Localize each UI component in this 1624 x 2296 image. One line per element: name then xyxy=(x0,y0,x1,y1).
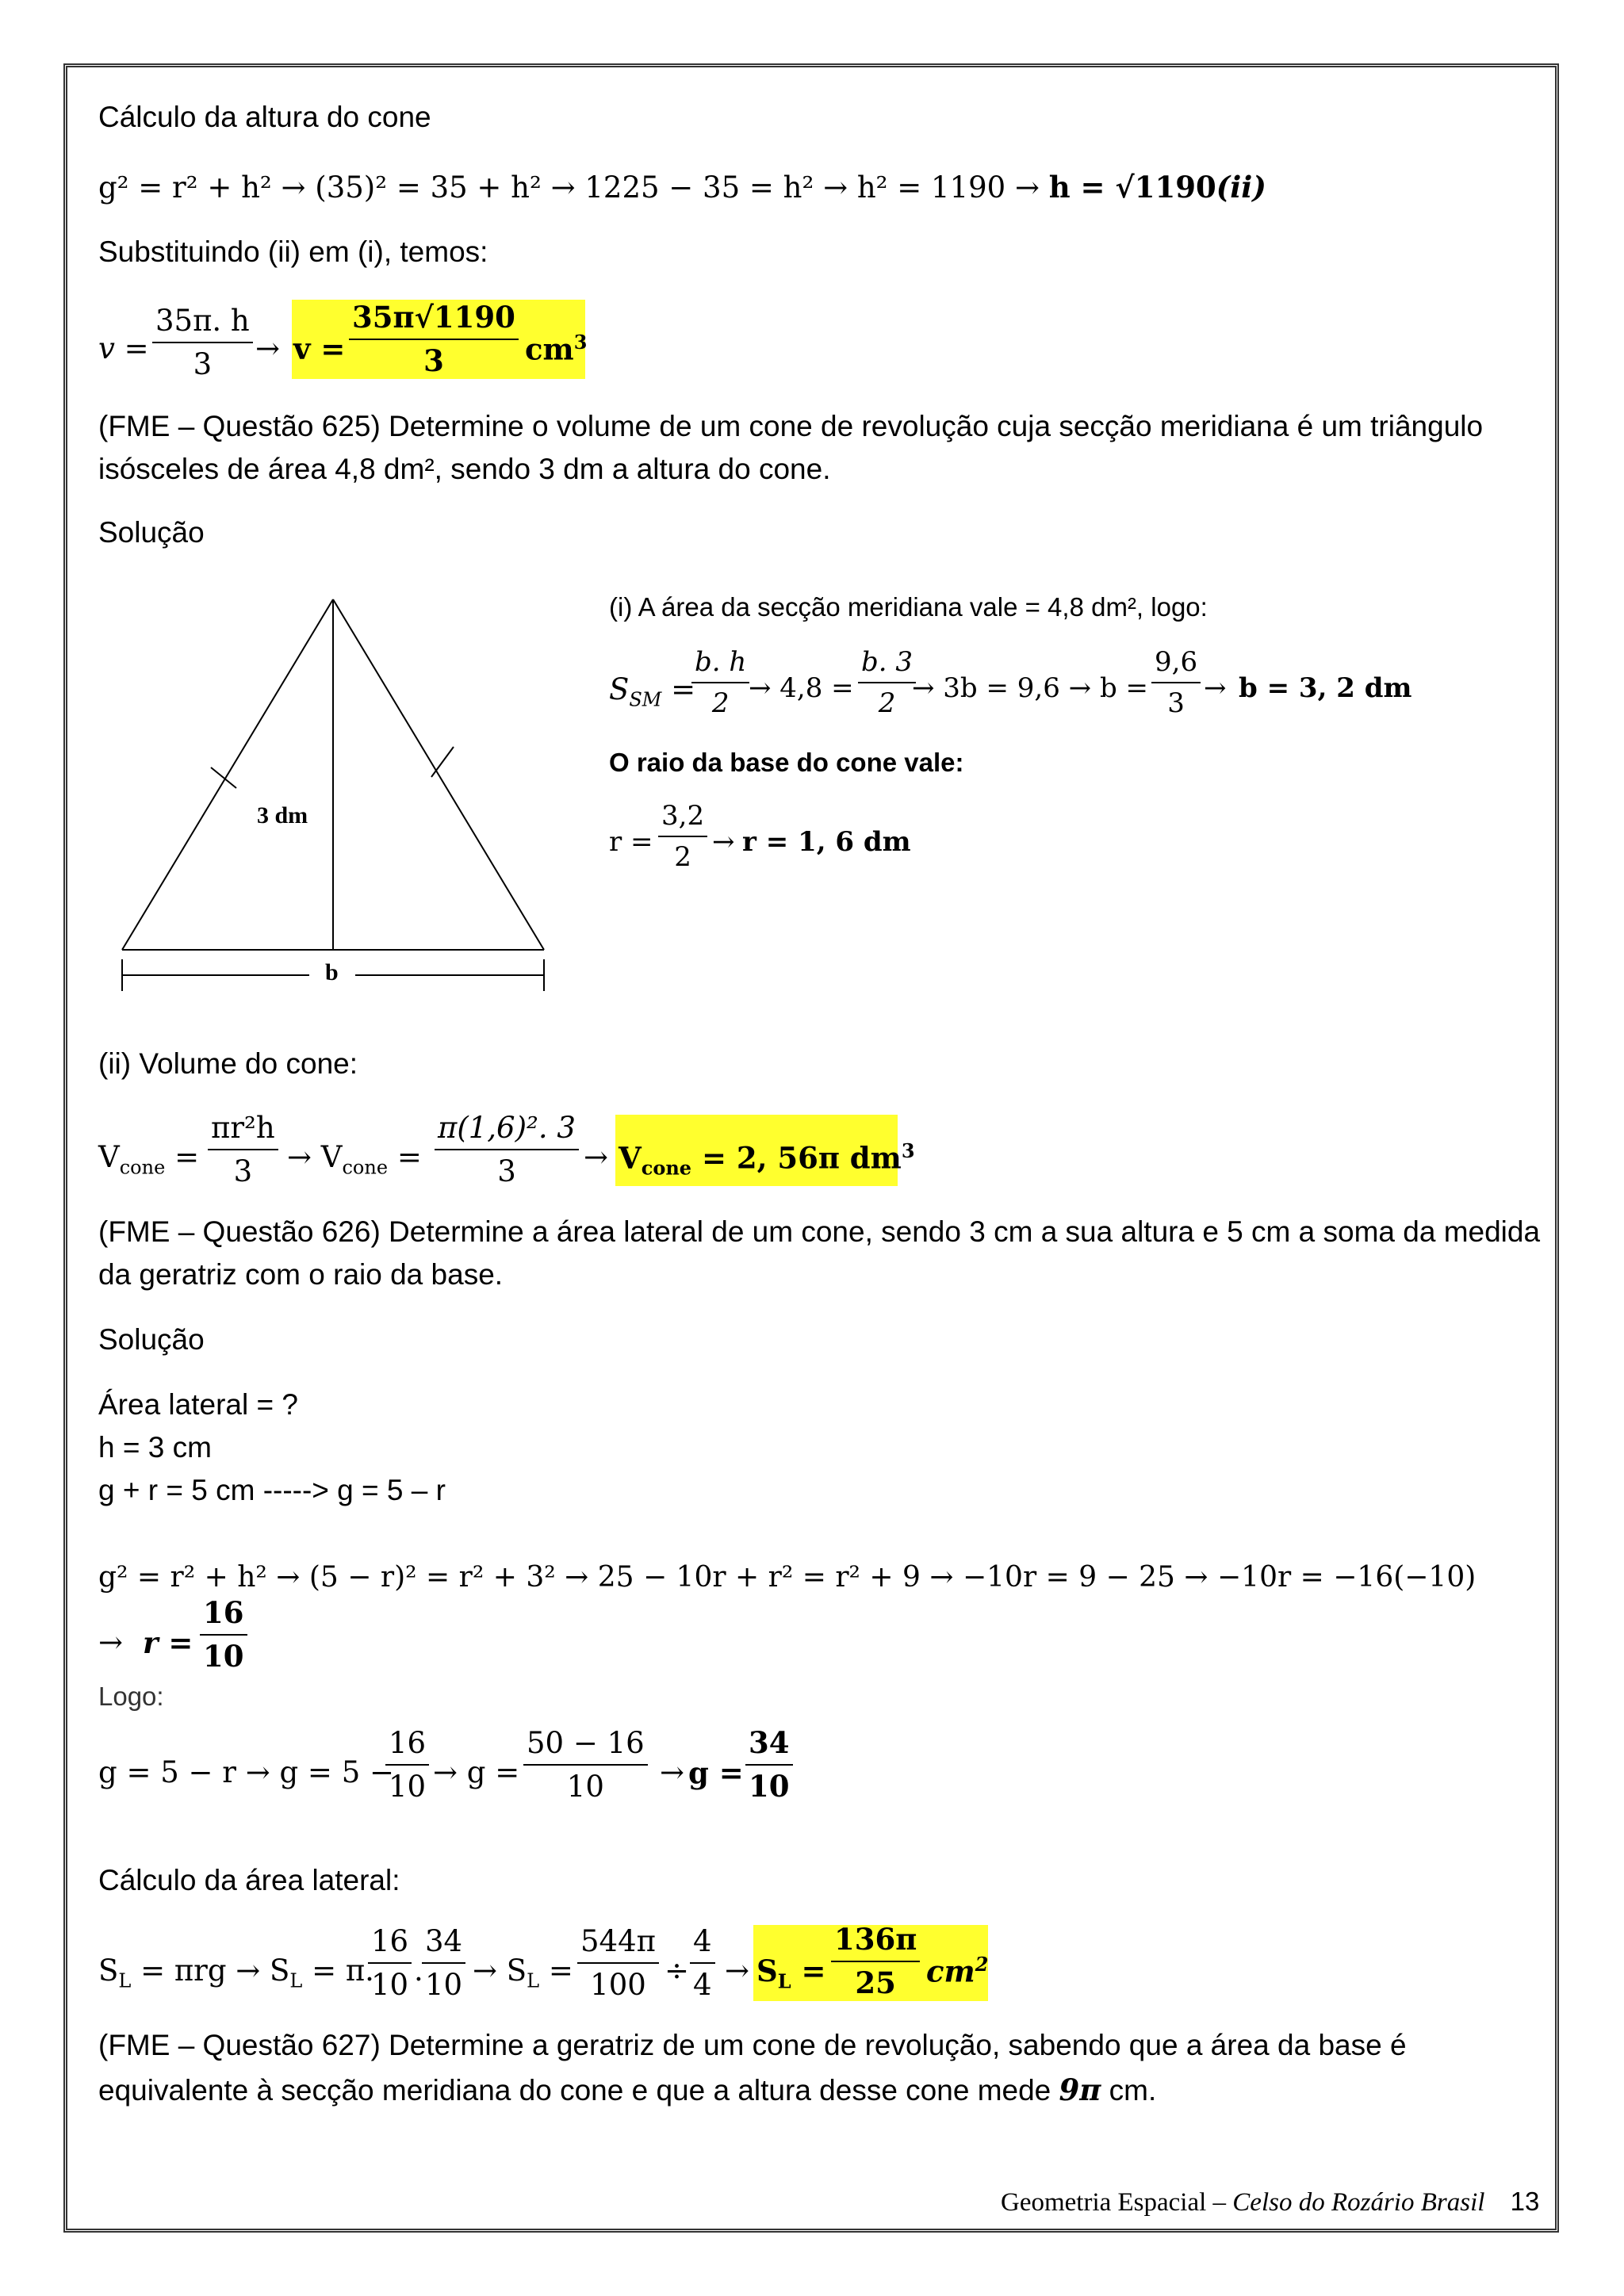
unit-cm2: $cm^2$ xyxy=(926,1953,989,1989)
triangle-right-side xyxy=(333,599,544,950)
fraction-16-10-c: $\frac{16}{10}$ xyxy=(368,1927,412,1999)
v-label: v = xyxy=(98,331,149,365)
logo-text: Logo: xyxy=(98,1682,164,1711)
fraction-pi-1-6: $\frac{\text{π(1,6)². 3}}{3}$ xyxy=(435,1113,579,1186)
triangle-left-side xyxy=(122,599,333,950)
substituindo-text: Substituindo (ii) em (i), temos: xyxy=(98,235,488,268)
arrow-r: → xyxy=(712,826,735,858)
fraction-34-10: $\frac{34}{10}$ xyxy=(745,1728,793,1801)
fraction-16-10: $\frac{16}{10}$ xyxy=(200,1598,247,1671)
sl-bold-label: $S_L$ = xyxy=(756,1954,826,1993)
result-r: r = 1, 6 dm xyxy=(742,826,911,858)
unit-cm3: $cm^3$ xyxy=(525,331,588,367)
question-625-line2: isósceles de área 4,8 dm², sendo 3 dm a altura do cone. xyxy=(98,453,831,485)
arrow-b: → xyxy=(1204,672,1227,704)
v-bold-label: v = xyxy=(293,331,346,366)
vcone-arrow: → $V_{cone}$ = xyxy=(287,1140,422,1179)
question-625-line1: (FME – Questão 625) Determine o volume de um cone de revolução cuja secção meridiana é um triângulo xyxy=(98,410,1484,442)
result-volume-cone: $V_{cone} = 2$, 56π $dm^3$ xyxy=(619,1139,915,1180)
given-height: h = 3 cm xyxy=(98,1431,212,1464)
result-b: b = 3, 2 dm xyxy=(1239,672,1412,704)
equation-g: g = 5 − r → g = 5 − xyxy=(98,1755,394,1789)
height-label: 3 dm xyxy=(257,802,308,828)
fraction-544pi-100: $\frac{544\pi}{100}$ xyxy=(577,1927,659,1999)
arrow: → xyxy=(255,331,281,365)
fraction-16-10-b: $\frac{16}{10}$ xyxy=(385,1728,429,1801)
fraction-136pi-25: $\frac{136\pi}{25}$ xyxy=(831,1925,920,1998)
text-3b: → 3b = 9,6 → b = xyxy=(912,672,1149,704)
fraction-50-16: $\frac{50 - 16}{10}$ xyxy=(523,1728,648,1801)
dot: . xyxy=(414,1954,423,1988)
sl-arrow: → $S_L$ = xyxy=(473,1954,573,1992)
heading-altura: Cálculo da altura do cone xyxy=(98,101,431,133)
given-sum: g + r = 5 cm -----> g = 5 – r xyxy=(98,1474,446,1506)
tick-mark-left xyxy=(211,767,236,788)
part-i-title: (i) A área da secção meridiana vale = 4,8 dm², logo: xyxy=(609,592,1208,622)
divide: ÷ xyxy=(665,1954,690,1988)
equation-r: g² = r² + h² → (5 − r)² = r² + 3² → 25 − 10r + r² = r² + 9 → −10r = 9 − 25 → −10r = −16(−10) xyxy=(98,1561,1477,1594)
arrow-r2: → xyxy=(98,1625,124,1659)
page-number: 13 xyxy=(1510,2187,1540,2216)
ssm-label: $S_{SM}$ = xyxy=(609,672,696,711)
tick-mark-right xyxy=(431,747,454,777)
triangle-diagram xyxy=(111,587,555,999)
solucao-heading-2: Solução xyxy=(98,1323,205,1356)
fraction-35pi-h: $\frac{35\pi. h}{3}$ xyxy=(152,306,253,379)
footer: Geometria Espacial – Celso do Rozário Brasil 13 xyxy=(1001,2187,1540,2217)
fraction-9-6-3: $\frac{9,6}{3}$ xyxy=(1151,649,1201,717)
sl-equation-start: $S_L = \pi rg \to S_L = \pi$. xyxy=(98,1954,374,1992)
fraction-volume-result: $\frac{35\pi√1190}{3}$ xyxy=(349,303,519,376)
vcone-label: $V_{cone}$ = xyxy=(98,1140,200,1179)
fraction-pir2h-3: $\frac{\text{πr²h}}{3}$ xyxy=(208,1113,278,1186)
question-627: (FME – Questão 627) Determine a geratriz de um cone de revolução, sabendo que a área da base é equivalente à secção meridiana do cone e que a altura desse cone mede 9π cm. xyxy=(98,2029,1407,2107)
given-area: Área lateral = ? xyxy=(98,1388,298,1421)
r-bold-label: r = xyxy=(143,1625,193,1660)
g-bold-label: g = xyxy=(688,1755,744,1790)
arrow-result: → xyxy=(584,1140,609,1174)
fraction-34-10-b: $\frac{34}{10}$ xyxy=(422,1927,465,1999)
arrow-sl: → xyxy=(725,1954,750,1988)
fraction-3-2-2: $\frac{3,2}{2}$ xyxy=(658,802,707,871)
heading-area-lateral: Cálculo da área lateral: xyxy=(98,1864,400,1896)
fraction-b3-2: $\frac{b. 3}{2}$ xyxy=(858,649,916,717)
question-626-line1: (FME – Questão 626) Determine a área lateral de um cone, sendo 3 cm a sua altura e 5 cm a soma da medida xyxy=(98,1215,1541,1248)
question-626-line2: da geratriz com o raio da base. xyxy=(98,1258,504,1291)
equation-altura: g² = r² + h² → (35)² = 35 + h² → 1225 − 35 = h² → h² = 1190 → h = √1190(ii) xyxy=(98,170,1266,205)
fraction-4-4: $\frac{4}{4}$ xyxy=(690,1927,715,1999)
text-g-eq: → g = xyxy=(433,1755,520,1789)
raio-title: O raio da base do cone vale: xyxy=(609,748,964,777)
part-ii-title: (ii) Volume do cone: xyxy=(98,1047,358,1080)
base-label: b xyxy=(325,959,339,985)
arrow-g: → xyxy=(660,1755,685,1789)
solucao-heading: Solução xyxy=(98,516,205,549)
r-label: r = xyxy=(609,826,653,858)
fraction-bh-2: $\frac{b. h}{2}$ xyxy=(691,649,749,717)
text-4-8: → 4,8 = xyxy=(749,672,854,704)
